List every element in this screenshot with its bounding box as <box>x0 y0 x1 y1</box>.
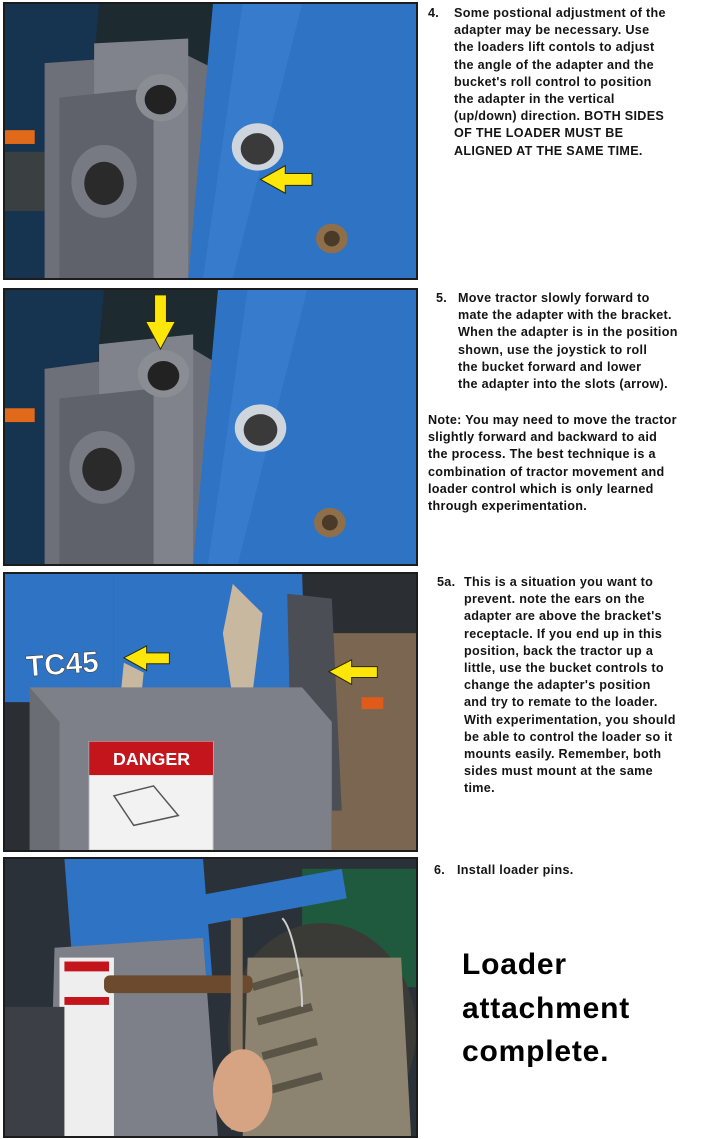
danger-decal-text: DANGER <box>112 749 191 770</box>
note-text: Note: You may need to move the tractor slightly forward and backward to aid the process. The best technique is a combination of tractor movement and loader control which is only learned through experimentation. <box>428 413 677 514</box>
model-decal-text: TC45 <box>24 645 100 684</box>
photo-misaligned-adapter <box>3 572 418 852</box>
step-number: 5a. <box>437 575 456 589</box>
step-5 <box>436 290 720 393</box>
step-4 <box>428 5 718 160</box>
step-text: Some postional adjustment of the adapter may be necessary. Use the loaders lift contols to adjust the angle of the adapter and the bucket's roll control to position the adapter in the vertical (up/down) direction. BOTH SIDES OF THE LOADER MUST BE ALIGNED AT THE SAME TIME. <box>454 6 666 158</box>
photo-adapter-mating <box>3 288 418 566</box>
photo-adapter-positioning <box>3 2 418 280</box>
completion-heading: Loader attachment complete. <box>462 948 631 1068</box>
step-6 <box>434 862 720 879</box>
step-text: Install loader pins. <box>457 863 574 877</box>
step-number: 5. <box>436 291 448 305</box>
step-number: 4. <box>428 6 440 20</box>
step-text: This is a situation you want to prevent. note the ears on the adapter are above the bracket's receptacle. If you end up in this position, back the tractor up a little, use the bucket controls to change the adapter's position and try to remate to the loader. With experimentation, you should be able to control the loader so it mounts easily. Remember, both sides must mount at the same time. <box>464 575 676 796</box>
step-number: 6. <box>434 863 446 877</box>
step-5a <box>437 574 720 798</box>
step-text: Move tractor slowly forward to mate the adapter with the bracket. When the adapter is in the position shown, use the joystick to roll the bucket forward and lower the adapter into the slots (arrow). <box>458 291 678 392</box>
photo-install-pins <box>3 857 418 1138</box>
